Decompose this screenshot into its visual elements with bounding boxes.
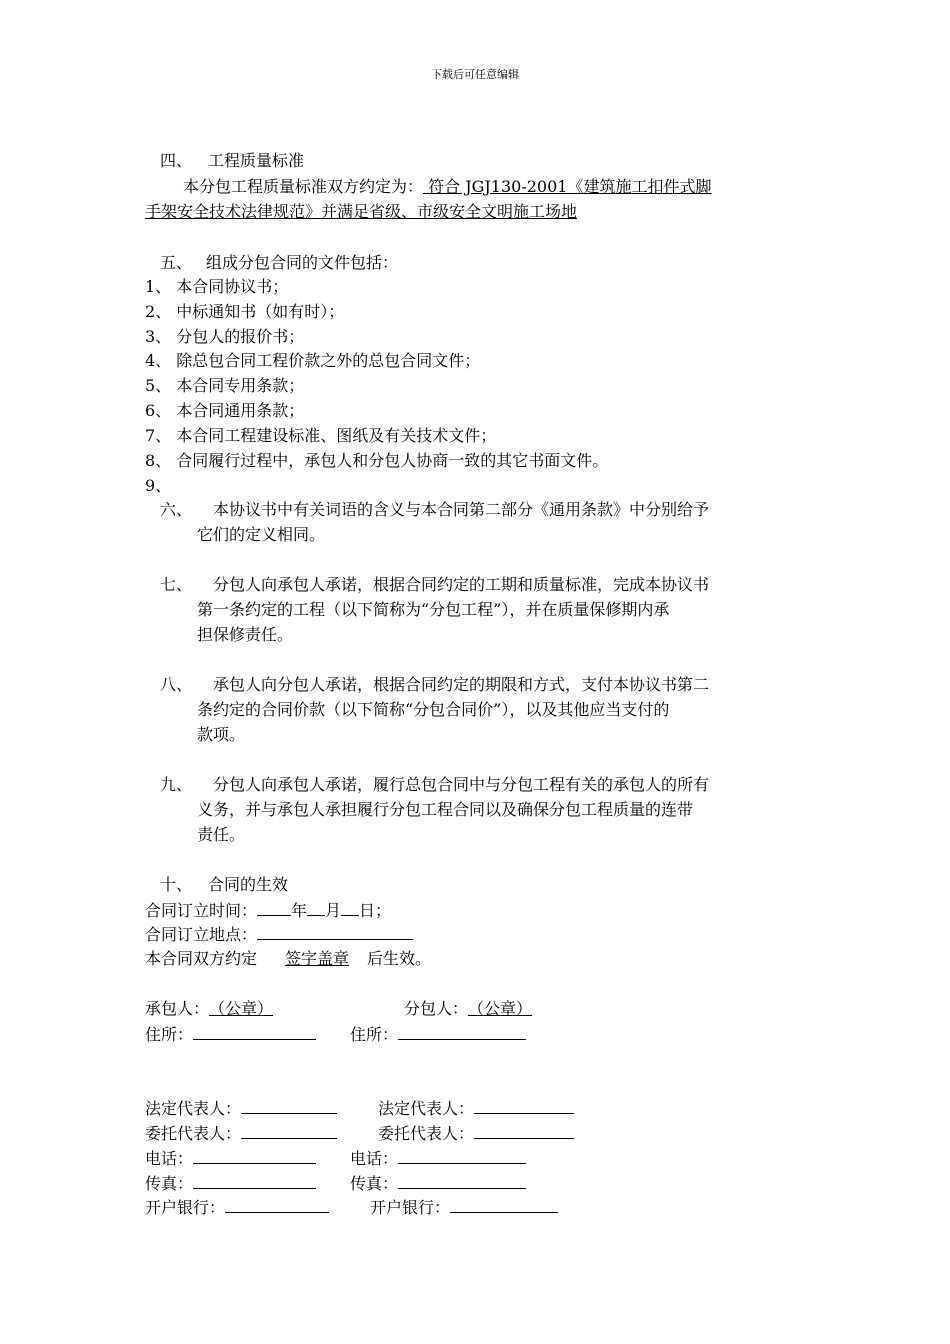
list-item: 1、 本合同协议书；: [145, 277, 289, 296]
sec7-num: 七、: [160, 575, 193, 594]
date-label: 合同订立时间：: [145, 901, 258, 920]
month-blank[interactable]: [307, 898, 325, 916]
sec6-line2: 它们的定义相同。: [197, 525, 326, 544]
contractor-fax: [145, 1171, 316, 1196]
sec10-title: 合同的生效: [208, 875, 289, 894]
page-header: 下载后可任意编辑: [431, 68, 519, 81]
day-blank[interactable]: [341, 898, 359, 916]
fax-blank[interactable]: [398, 1171, 526, 1189]
list-item: 7、 本合同工程建设标准、图纸及有关技术文件；: [145, 426, 497, 445]
sec4-line2: [145, 200, 577, 224]
effective-line: [145, 947, 431, 971]
sec4-prefix: 本分包工程质量标准双方约定为：: [183, 177, 424, 196]
agree-prefix: 本合同双方约定: [145, 949, 258, 968]
address-blank[interactable]: [398, 1022, 526, 1040]
fax-label: 传真：: [350, 1174, 399, 1193]
sec8-line1: 承包人向分包人承诺，根据合同约定的期限和方式，支付本协议书第二: [213, 675, 710, 694]
sub-seal-line: [404, 997, 626, 1021]
sec9-line2: 义务，并与承包人承担履行分包工程合同以及确保分包工程质量的连带: [197, 800, 694, 819]
sub-seal: （公章）: [468, 999, 533, 1018]
agent-label: 委托代表人：: [145, 1124, 242, 1143]
sub-address: [350, 1022, 526, 1047]
fax-label: 传真：: [145, 1174, 194, 1193]
sec6-num: 六、: [160, 500, 193, 519]
sec9-line3: 责任。: [197, 825, 246, 844]
day-label: 日；: [359, 901, 392, 920]
contractor-phone: [145, 1146, 316, 1171]
legal-rep-label: 法定代表人：: [378, 1099, 475, 1118]
contract-date-line: [145, 898, 391, 923]
sec5-num: 五、: [160, 253, 193, 272]
sub-legal-rep: [378, 1096, 574, 1121]
legal-rep-label: 法定代表人：: [145, 1099, 242, 1118]
agent-blank[interactable]: [474, 1121, 574, 1139]
bank-label: 开户银行：: [145, 1198, 226, 1217]
sec4-num: 四、: [160, 151, 193, 170]
year-blank[interactable]: [257, 898, 291, 916]
sec7-line1: 分包人向承包人承诺，根据合同约定的工期和质量标准，完成本协议书: [213, 575, 710, 594]
sec9-num: 九、: [160, 775, 193, 794]
sec4-title: 工程质量标准: [208, 151, 305, 170]
list-item: 3、 分包人的报价书；: [145, 327, 305, 346]
list-item: 6、 本合同通用条款；: [145, 401, 305, 420]
month-label: 月: [325, 901, 342, 920]
sub-agent: [378, 1121, 574, 1146]
list-item: 2、 中标通知书（如有时）；: [145, 302, 345, 321]
sec4-heading: [160, 149, 304, 173]
address-label: 住所：: [145, 1025, 194, 1044]
sec5-heading: [160, 251, 398, 275]
legal-rep-blank[interactable]: [241, 1096, 337, 1114]
agent-blank[interactable]: [241, 1121, 337, 1139]
sec7-line2: 第一条约定的工程（以下简称为“分包工程”），并在质量保修期内承: [197, 600, 670, 619]
sec4-line1: [183, 175, 711, 199]
agent-label: 委托代表人：: [378, 1124, 475, 1143]
sec5-title: 组成分包合同的文件包括：: [206, 253, 399, 272]
bank-label: 开户银行：: [370, 1198, 451, 1217]
phone-blank[interactable]: [193, 1146, 316, 1164]
sub-bank: [370, 1195, 558, 1220]
sec8-num: 八、: [160, 675, 193, 694]
contractor-label: 承包人：: [145, 999, 210, 1018]
sub-phone: [350, 1146, 526, 1171]
phone-label: 电话：: [350, 1149, 399, 1168]
address-label: 住所：: [350, 1025, 399, 1044]
bank-blank[interactable]: [225, 1195, 329, 1213]
agree-suffix: 后生效。: [367, 949, 432, 968]
sub-label: 分包人：: [404, 999, 469, 1018]
sec9-line1: 分包人向承包人承诺，履行总包合同中与分包工程有关的承包人的所有: [213, 775, 710, 794]
year-label: 年: [291, 901, 308, 920]
list-item: 5、 本合同专用条款；: [145, 376, 305, 395]
contractor-legal-rep: [145, 1096, 337, 1121]
contract-place-line: [145, 922, 413, 947]
sec6-line1: 本协议书中有关词语的含义与本合同第二部分《通用条款》中分别给予: [213, 500, 710, 519]
phone-blank[interactable]: [398, 1146, 526, 1164]
phone-label: 电话：: [145, 1149, 194, 1168]
sec7-line3: 担保修责任。: [197, 625, 294, 644]
contractor-agent: [145, 1121, 337, 1146]
sub-fax: [350, 1171, 526, 1196]
place-label: 合同订立地点：: [145, 925, 258, 944]
contractor-seal-line: [145, 997, 367, 1021]
sec10-heading: [160, 873, 288, 897]
sec4-value-1: 符合 JGJ130-2001《建筑施工扣件式脚: [423, 177, 712, 196]
sec10-num: 十、: [160, 875, 193, 894]
sec8-line2: 条约定的合同价款（以下简称“分包合同价”），以及其他应当支付的: [197, 700, 670, 719]
address-blank[interactable]: [193, 1022, 316, 1040]
agree-value: 签字盖章: [285, 949, 350, 968]
list-item: 9、: [145, 476, 172, 495]
contractor-address: [145, 1022, 316, 1047]
list-item: 8、 合同履行过程中，承包人和分包人协商一致的其它书面文件。: [145, 451, 609, 470]
fax-blank[interactable]: [193, 1171, 316, 1189]
bank-blank[interactable]: [450, 1195, 558, 1213]
contractor-bank: [145, 1195, 329, 1220]
list-item: 4、 除总包合同工程价款之外的总包合同文件；: [145, 351, 481, 370]
sec8-line3: 款项。: [197, 725, 246, 744]
sec4-value-2: 手架安全技术法律规范》并满足省级、市级安全文明施工场地: [145, 202, 578, 221]
legal-rep-blank[interactable]: [474, 1096, 574, 1114]
contractor-seal: （公章）: [209, 999, 274, 1018]
place-blank[interactable]: [257, 922, 413, 940]
